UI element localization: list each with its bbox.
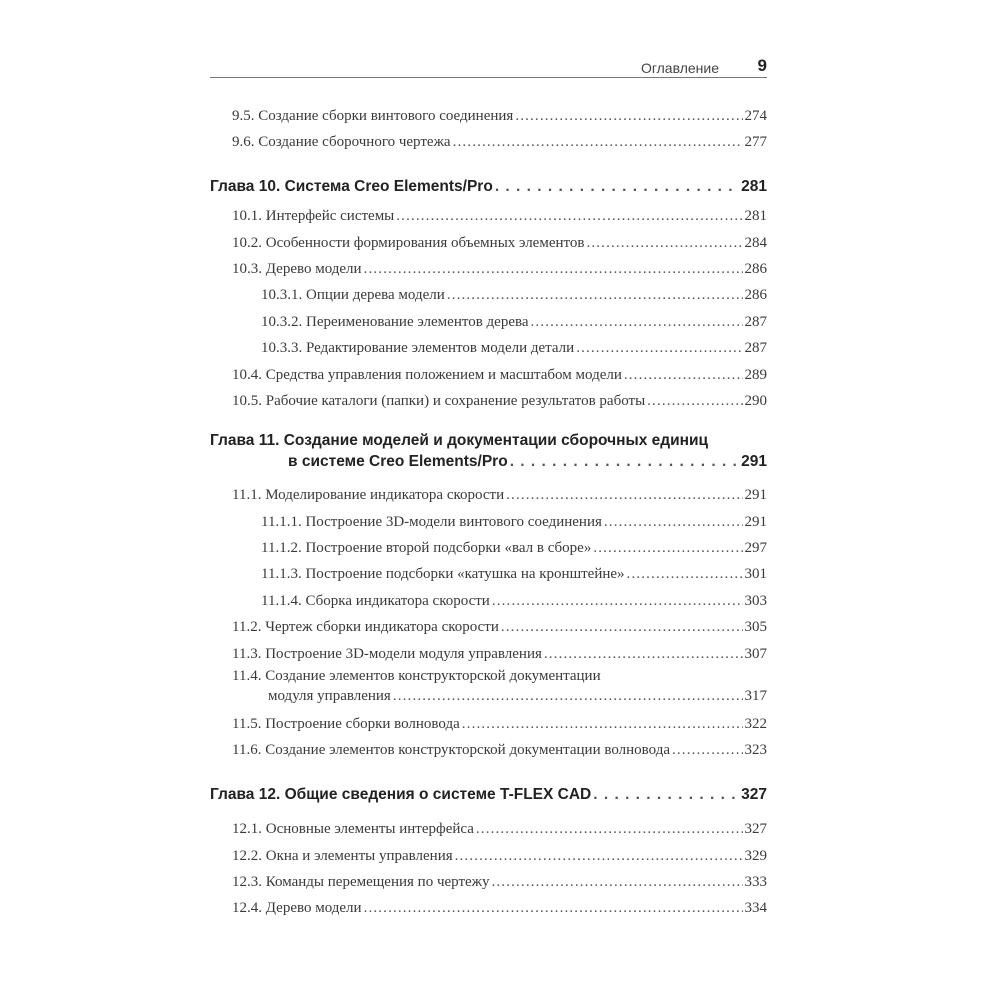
- toc-entry[interactable]: [210, 711, 767, 737]
- dot-leader: [672, 737, 743, 763]
- table-of-contents: [210, 103, 767, 922]
- toc-entry[interactable]: [210, 535, 767, 561]
- page-number: 9: [757, 56, 767, 75]
- chapter-page: 327: [741, 785, 767, 803]
- toc-entry[interactable]: [210, 309, 767, 335]
- entry-page: 334: [744, 900, 767, 917]
- dot-leader: [501, 614, 743, 640]
- dot-leader: [510, 451, 739, 472]
- entry-page: 287: [744, 340, 767, 357]
- entry-title: 11.2. Чертеж сборки индикатора скорости: [232, 619, 499, 636]
- entry-title: 11.6. Создание элементов конструкторской документации волновода: [232, 742, 670, 759]
- toc-entry[interactable]: [210, 129, 767, 155]
- toc-entry[interactable]: [210, 103, 767, 129]
- chapter-title: Глава 10. Система Creo Elements/Pro: [210, 177, 493, 195]
- entry-page: 322: [744, 716, 767, 733]
- entry-title: 11.1.2. Построение второй подсборки «вал в сборе»: [261, 540, 592, 557]
- dot-leader: [492, 869, 743, 895]
- entry-title: 9.5. Создание сборки винтового соединения: [232, 108, 514, 124]
- entry-title: 12.2. Окна и элементы управления: [232, 847, 453, 864]
- entry-title: 10.4. Средства управления положением и масштабом модели: [232, 366, 622, 383]
- dot-leader: [624, 362, 743, 388]
- entry-page: 307: [744, 645, 767, 662]
- chapter-title-line1: Глава 11. Создание моделей и документации сборочных единиц: [210, 432, 709, 450]
- chapter-title-line2: в системе Creo Elements/Pro: [288, 453, 508, 471]
- entry-page: 286: [744, 260, 767, 277]
- dot-leader: [647, 388, 742, 414]
- toc-entry[interactable]: [210, 282, 767, 308]
- dot-leader: [447, 282, 743, 308]
- dot-leader: [515, 103, 742, 129]
- chapter-11-heading[interactable]: [210, 430, 767, 475]
- entry-title: 11.1.1. Построение 3D-модели винтового соединения: [261, 513, 602, 530]
- entry-page: 317: [744, 688, 767, 705]
- dot-leader: [593, 535, 742, 561]
- entry-page: 333: [744, 873, 767, 890]
- entry-page: 284: [744, 234, 767, 251]
- toc-entry[interactable]: [210, 362, 767, 388]
- entry-title: 11.5. Построение сборки волновода: [232, 716, 460, 733]
- toc-entry[interactable]: [210, 588, 767, 614]
- entry-page: 323: [744, 742, 767, 759]
- entry-title-line2: модуля управления: [268, 688, 391, 705]
- entry-page: 291: [744, 487, 767, 504]
- entry-page: 286: [744, 287, 767, 304]
- dot-leader: [531, 309, 743, 335]
- toc-entry[interactable]: [210, 614, 767, 640]
- toc-entry[interactable]: [210, 482, 767, 508]
- section-title: Оглавление: [640, 60, 719, 76]
- entry-page: 290: [744, 392, 767, 409]
- chapter-12-heading[interactable]: [210, 782, 767, 808]
- dot-leader: [586, 230, 742, 256]
- entry-page: 305: [744, 619, 767, 636]
- entry-title: 12.3. Команды перемещения по чертежу: [232, 873, 490, 890]
- toc-entry[interactable]: [210, 203, 767, 229]
- toc-entry[interactable]: [210, 667, 767, 711]
- entry-title: 12.1. Основные элементы интерфейса: [232, 821, 474, 838]
- entry-page: 297: [744, 540, 767, 557]
- dot-leader: [627, 561, 743, 587]
- entry-page: 281: [744, 208, 767, 225]
- dot-leader: [495, 174, 739, 200]
- entry-title: 11.1. Моделирование индикатора скорости: [232, 487, 505, 504]
- dot-leader: [604, 509, 743, 535]
- dot-leader: [492, 588, 743, 614]
- dot-leader: [593, 782, 739, 808]
- dot-leader: [476, 816, 743, 842]
- entry-title: 9.6. Создание сборочного чертежа: [232, 134, 451, 151]
- running-header: [210, 56, 767, 78]
- toc-entry[interactable]: [210, 641, 767, 667]
- entry-title-line1: 11.4. Создание элементов конструкторской документации: [232, 668, 601, 685]
- toc-entry[interactable]: [210, 737, 767, 763]
- toc-entry[interactable]: [210, 895, 767, 921]
- entry-title: 10.3.1. Опции дерева модели: [261, 287, 445, 304]
- toc-entry[interactable]: [210, 335, 767, 361]
- chapter-title: Глава 12. Общие сведения о системе T-FLEX CAD: [210, 785, 592, 803]
- toc-entry[interactable]: [210, 230, 767, 256]
- dot-leader: [364, 895, 743, 921]
- dot-leader: [393, 685, 743, 707]
- entry-title: 12.4. Дерево модели: [232, 900, 362, 917]
- dot-leader: [544, 641, 743, 667]
- entry-title: 11.1.4. Сборка индикатора скорости: [261, 592, 490, 609]
- entry-page: 274: [744, 108, 767, 124]
- chapter-10-heading[interactable]: [210, 174, 767, 200]
- chapter-page: 281: [741, 177, 767, 195]
- entry-page: 301: [744, 566, 767, 583]
- entry-page: 277: [744, 134, 767, 151]
- entry-title: 10.3.3. Редактирование элементов модели детали: [261, 340, 575, 357]
- toc-entry[interactable]: [210, 816, 767, 842]
- dot-leader: [453, 129, 743, 155]
- toc-entry[interactable]: [210, 509, 767, 535]
- chapter-page: 291: [741, 453, 767, 471]
- entry-page: 287: [744, 313, 767, 330]
- entry-title: 10.1. Интерфейс системы: [232, 208, 395, 225]
- dot-leader: [576, 335, 742, 361]
- entry-title: 10.3.2. Переименование элементов дерева: [261, 313, 529, 330]
- dot-leader: [396, 203, 742, 229]
- entry-title: 11.3. Построение 3D-модели модуля управления: [232, 645, 542, 662]
- toc-entry[interactable]: [210, 388, 767, 414]
- entry-page: 291: [744, 513, 767, 530]
- entry-page: 327: [744, 821, 767, 838]
- toc-entry[interactable]: [210, 843, 767, 869]
- entry-page: 303: [744, 592, 767, 609]
- entry-title: 10.3. Дерево модели: [232, 260, 362, 277]
- toc-entry[interactable]: [210, 869, 767, 895]
- entry-title: 10.5. Рабочие каталоги (папки) и сохранение результатов работы: [232, 392, 646, 409]
- entry-page: 329: [744, 847, 767, 864]
- entry-page: 289: [744, 366, 767, 383]
- entry-title: 10.2. Особенности формирования объемных элементов: [232, 234, 585, 251]
- toc-entry[interactable]: [210, 256, 767, 282]
- toc-entry[interactable]: [210, 561, 767, 587]
- dot-leader: [506, 482, 742, 508]
- dot-leader: [455, 843, 743, 869]
- entry-title: 11.1.3. Построение подсборки «катушка на кронштейне»: [261, 566, 625, 583]
- dot-leader: [462, 711, 743, 737]
- dot-leader: [364, 256, 743, 282]
